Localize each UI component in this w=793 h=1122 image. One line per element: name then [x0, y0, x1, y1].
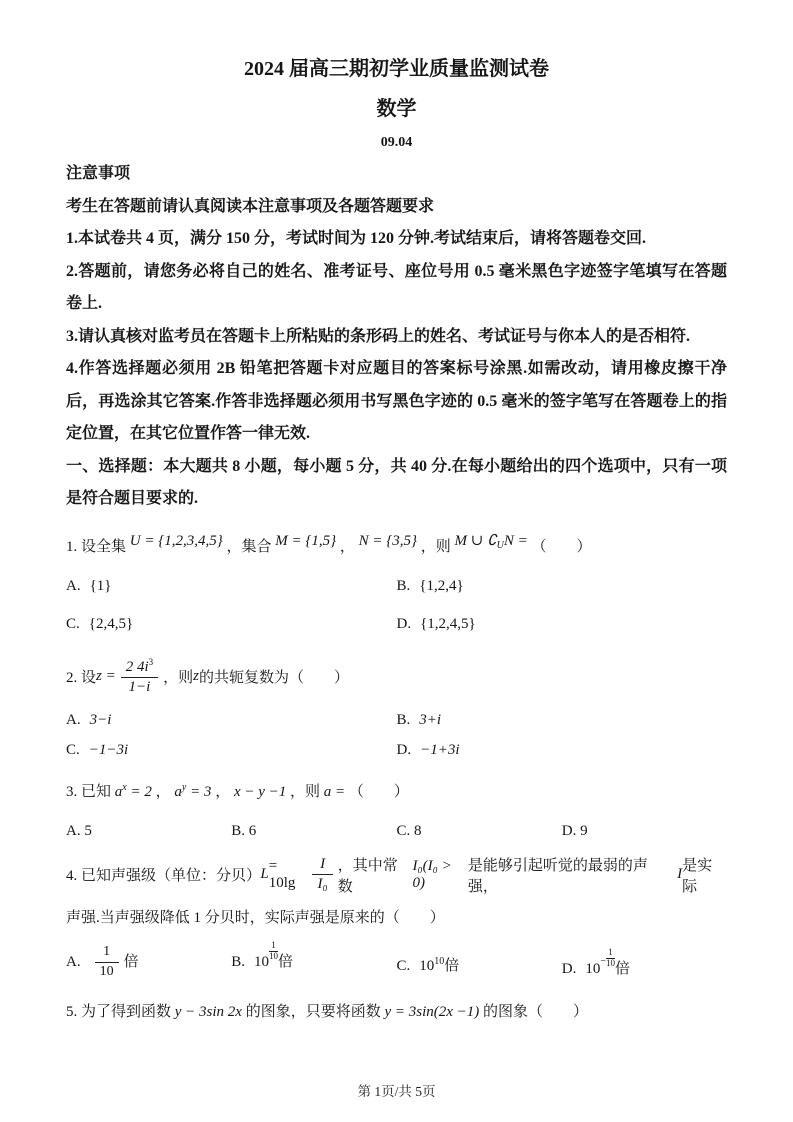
q2-option-b [397, 705, 728, 735]
q1-option-d-value: {1,2,4,5} [420, 615, 476, 632]
q2-numerator-exponent: 3 [148, 656, 154, 667]
page-title: 2024 届高三期初学业质量监测试卷 [244, 58, 549, 80]
notice-item-4: 4.作答选择题必须用 2B 铅笔把答题卡对应题目的答案标号涂黑.如需改动，请用橡皮擦干净后，再选涂其它答案.作答非选择题必须用书写黑色字迹的 0.5 毫米的签字笔写在答题卷上的指定位置，在其它位置作答一律无效. [66, 360, 727, 442]
q4-option-d-exp-den: 10 [605, 957, 615, 968]
q1-option-c-label: C. [66, 615, 80, 632]
q3-eq1-value: = 2 [126, 783, 152, 800]
q3-eq2-base: a [174, 783, 182, 800]
q4-option-a-fraction [95, 944, 119, 979]
page-footer: 第 1页/共 5页 [357, 1084, 436, 1099]
q2-option-b-label: B. [396, 711, 411, 728]
q2-fraction-denominator: 1−i [121, 677, 158, 696]
q1-option-c [66, 605, 397, 643]
q3-option-b: B. 6 [231, 822, 257, 839]
notice-item-3: 3.请认真核对监考员在答题卡上所粘贴的条形码上的姓名、考试证号与你本人的是否相符. [66, 327, 691, 345]
notice-block [66, 158, 727, 451]
q1-answer-blank: （ ） [531, 538, 592, 555]
q2-text-2: 的共轭复数为（ ） [199, 670, 350, 686]
q2-text-1: ，则 [163, 670, 194, 686]
q1-set-n: N = {3,5} [358, 532, 417, 549]
q4-formula-pre: = 10lg [268, 857, 296, 891]
q4-lead: 4. 已知声强级（单位：分贝） [66, 868, 262, 884]
q1-set-u: U = {1,2,3,4,5} [129, 532, 223, 549]
q4-option-b-base: 10 [254, 953, 270, 970]
q2-option-d-label: D. [396, 741, 412, 758]
q4-constant: I₀(I₀ > 0) [412, 857, 452, 891]
q4-option-d-exponent [606, 948, 615, 969]
q3-answer-blank: （ ） [348, 783, 409, 800]
q4-option-c-base: 10 [419, 957, 435, 974]
q3-relation: x − y −1 [233, 783, 287, 800]
q3-eq1-base: a [114, 783, 123, 800]
q1-options [66, 567, 727, 643]
q1-text-3: ，则 [420, 538, 451, 555]
q3-text-1: ， [155, 783, 171, 800]
q3-eq2-value: = 3 [186, 783, 212, 800]
q4-option-a-denominator: 10 [95, 962, 119, 980]
q1-set-m: M = {1,5} [275, 532, 337, 549]
q1-complement-subscript: U [496, 539, 504, 551]
q3-options [66, 818, 727, 844]
q4-options [66, 941, 727, 990]
q2-option-a-label: A. [66, 711, 81, 728]
q3-eq2-exponent: y [181, 781, 187, 793]
q4-option-d [562, 941, 727, 990]
q4-var-i: I [677, 866, 683, 882]
notice-heading: 注意事项 [66, 165, 131, 182]
q1-lead: 1. 设全集 [66, 538, 127, 555]
q1-expression-pre: M ∪ ∁ [454, 532, 497, 549]
q5-target-function: y − 3sin 2x [174, 1003, 242, 1020]
q1-option-c-value: {2,4,5} [88, 615, 134, 632]
q4-option-d-exp-num: 1 [608, 946, 613, 957]
q4-option-d-base: 10 [585, 960, 601, 977]
q4-var-l: L [260, 866, 269, 882]
q2-fraction-numerator: 2 4i [125, 658, 149, 675]
question-2 [66, 653, 727, 701]
q2-var-z: z = [96, 668, 116, 684]
q2-var-z-2: z [193, 668, 200, 684]
q3-text-3: ，则 [290, 783, 321, 800]
q2-option-d [397, 735, 728, 765]
notice-intro: 考生在答题前请认真阅读本注意事项及各题答题要求 [66, 197, 435, 215]
q2-option-d-value: −1+3i [420, 741, 460, 758]
q4-option-d-label: D. [561, 960, 577, 977]
q4-text-1: ，其中常数 [337, 857, 398, 895]
q3-eq-2 [174, 781, 212, 800]
q1-option-b-value: {1,2,4} [419, 577, 464, 594]
q4-fraction-numerator: I [320, 855, 326, 872]
notice-item-1: 1.本试卷共 4 页，满分 150 分，考试时间为 120 分钟.考试结束后，请将答题卷交回. [66, 230, 647, 247]
q4-option-c-label: C. [396, 957, 411, 974]
q4-text-3: 是实际 [682, 857, 713, 895]
q3-target: a = [323, 783, 346, 800]
q2-option-c-value: −1−3i [88, 741, 129, 758]
exam-date: 09.04 [380, 135, 413, 150]
q4-option-b-exponent [269, 941, 278, 962]
q2-fraction [121, 657, 158, 697]
q2-options [66, 705, 727, 765]
q4-option-a [66, 941, 231, 990]
question-3 [66, 775, 727, 805]
q1-option-b [397, 567, 728, 605]
question-4-line-2: 声强.当声强级降低 1 分贝时，实际声强是原来的（ ） [66, 909, 445, 926]
question-5 [66, 998, 727, 1026]
q5-text-1: 的图象，只要将函数 [245, 1003, 381, 1020]
q1-option-a [66, 567, 397, 605]
q4-text-2: 是能够引起听觉的最弱的声强， [467, 857, 648, 895]
q1-option-b-label: B. [396, 577, 411, 594]
q1-text-2: ， [339, 538, 355, 555]
q5-text-2: 的图象（ ） [483, 1003, 589, 1020]
q2-option-a-value: 3−i [89, 711, 112, 728]
section1-heading: 一、选择题：本大题共 8 小题，每小题 5 分，共 40 分.在每小题给出的四个选项中，只有一项是符合题目要求的. [66, 457, 727, 507]
subject-title: 数学 [376, 98, 417, 120]
q4-option-b [231, 941, 396, 990]
q3-eq-1 [114, 781, 152, 800]
q2-option-b-value: 3+i [419, 711, 442, 728]
q5-source-function: y = 3sin(2x −1) [384, 1003, 480, 1020]
q1-option-a-value: {1} [89, 577, 112, 594]
q3-option-c: C. 8 [396, 822, 422, 839]
q2-lead: 2. 设 [66, 670, 97, 686]
q2-option-a [66, 705, 397, 735]
q3-option-d: D. 9 [561, 822, 588, 839]
q4-option-b-exp-den: 10 [269, 950, 279, 961]
q4-option-a-suffix: 倍 [123, 953, 139, 970]
q2-option-c [66, 735, 397, 765]
question-4-line-1 [66, 852, 727, 898]
q4-option-a-label: A. [66, 953, 81, 970]
q4-option-c-suffix: 倍 [444, 957, 460, 974]
q3-option-a: A. 5 [66, 822, 92, 839]
q4-fraction [312, 856, 332, 894]
q1-option-a-label: A. [66, 577, 81, 594]
q2-option-c-label: C. [66, 741, 80, 758]
q3-eq1-exponent: x [122, 781, 127, 793]
q4-option-c-exponent: 10 [434, 955, 445, 967]
q4-option-a-numerator: 1 [103, 944, 111, 960]
q1-option-d-label: D. [396, 615, 412, 632]
q4-fraction-denominator: I₀ [312, 874, 332, 893]
q4-option-b-suffix: 倍 [278, 953, 294, 970]
q4-option-b-exp-num: 1 [271, 939, 276, 950]
q1-expression [455, 533, 528, 549]
q1-text-1: ，集合 [226, 538, 272, 555]
q4-option-c [397, 941, 562, 990]
q5-lead: 5. 为了得到函数 [66, 1003, 172, 1020]
q4-option-d-exp-minus: − [600, 955, 606, 967]
notice-item-2: 2.答题前，请您务必将自己的姓名、准考证号、座位号用 0.5 毫米黑色字迹签字笔填写在答题卷上. [66, 262, 727, 312]
q3-text-2: ， [215, 783, 231, 800]
question-1 [66, 524, 727, 567]
q3-lead: 3. 已知 [66, 783, 112, 800]
q4-option-b-label: B. [231, 953, 246, 970]
q4-option-d-suffix: 倍 [614, 960, 630, 977]
q1-option-d [397, 605, 728, 643]
q1-expression-post: N = [503, 532, 528, 549]
